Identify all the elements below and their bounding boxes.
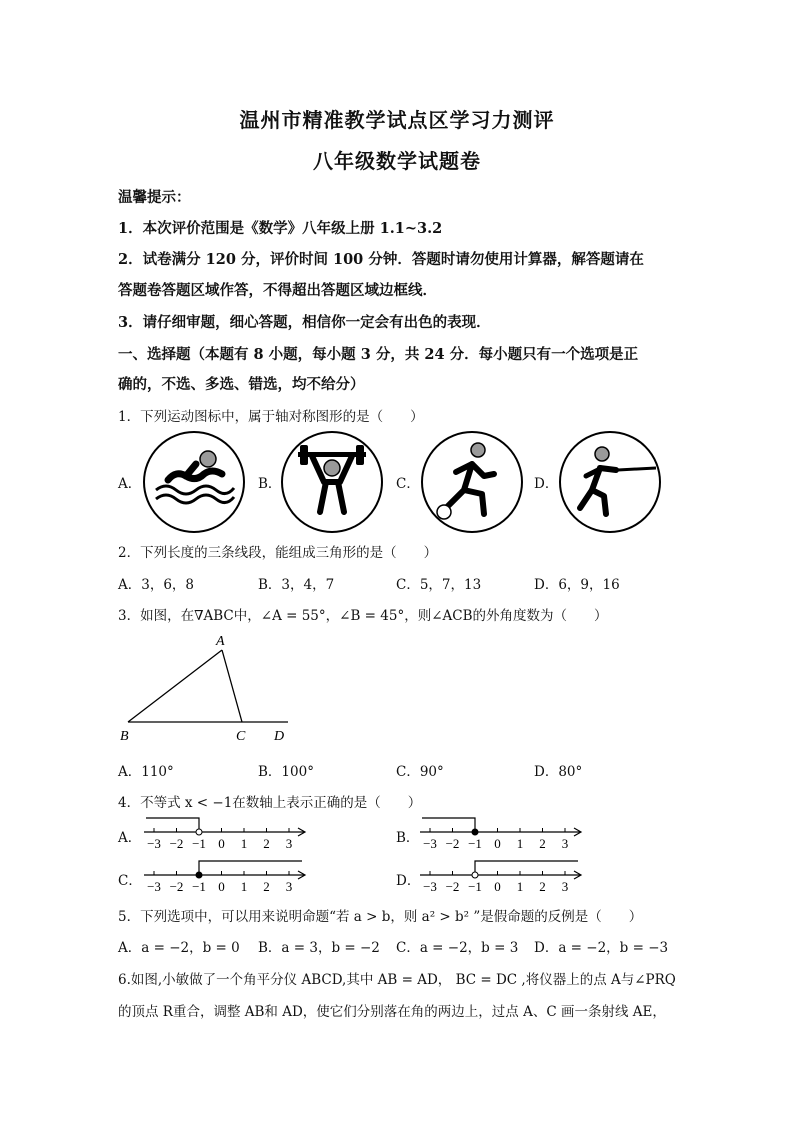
tick-label: −2 <box>445 879 460 894</box>
solution-ray <box>199 861 302 875</box>
closed-endpoint <box>196 872 202 878</box>
tick-label: −2 <box>169 879 184 894</box>
tip-1: 1．本次评价范围是《数学》八年级上册 1.1~3.2 <box>118 220 443 237</box>
tick-label: 0 <box>218 879 225 894</box>
q5-stem: 5．下列选项中，可以用来说明命题“若 a > b，则 a² > b² ”是假命题的反例是（ ） <box>118 909 643 925</box>
q4-stem: 4．不等式 x < −1在数轴上表示正确的是（ ） <box>118 795 422 811</box>
point-b-label: B <box>120 729 129 744</box>
tick-label: −2 <box>445 836 460 851</box>
running-icon <box>420 430 524 534</box>
q1-label-c: C． <box>396 476 420 492</box>
tick-label: −1 <box>468 836 482 851</box>
tick-label: 3 <box>561 836 569 851</box>
solution-ray <box>475 861 578 875</box>
q2-option-a: A．3，6，8 <box>118 577 195 593</box>
q6-line2: 的顶点 R重合，调整 AB和 AD，使它们分别落在角的两边上，过点 A、C 画一条射线 AE， <box>118 1004 666 1020</box>
q3-stem: 3．如图，在∇ABC中，∠A = 55°，∠B = 45°，则∠ACB的外角度数为（ ） <box>118 608 608 624</box>
number-line-b <box>416 812 586 856</box>
exam-title: 温州市精准教学试点区学习力测评 <box>239 108 555 132</box>
swimming-icon <box>142 430 246 534</box>
q5-option-b: B．a = 3，b = −2 <box>258 940 380 956</box>
side-ab <box>128 650 222 722</box>
tick-label: −3 <box>423 836 437 851</box>
q6-line1: 6.如图,小敏做了一个角平分仪 ABCD,其中 AB = AD， BC = DC ,将仪器上的点 A与∠PRQ <box>118 972 676 988</box>
tick-label: −3 <box>147 879 161 894</box>
tips-heading: 温馨提示： <box>118 189 191 206</box>
q2-stem: 2．下列长度的三条线段，能组成三角形的是（ ） <box>118 545 438 561</box>
q1-stem: 1．下列运动图标中，属于轴对称图形的是（ ） <box>118 409 424 425</box>
tick-label: 2 <box>263 879 270 894</box>
q3-option-d: D．80° <box>534 764 583 780</box>
q3-option-c: C．90° <box>396 764 444 780</box>
closed-endpoint <box>472 829 478 835</box>
q5-option-d: D．a = −2，b = −3 <box>534 940 669 956</box>
tip-3: 3．请仔细审题，细心答题，相信你一定会有出色的表现． <box>118 314 491 331</box>
tick-label: 2 <box>263 836 270 851</box>
tick-label: 0 <box>494 879 501 894</box>
tick-label: 2 <box>539 879 546 894</box>
q5-option-a: A．a = −2，b = 0 <box>118 940 240 956</box>
q2-option-b: B．3，4，7 <box>258 577 335 593</box>
tick-label: 1 <box>240 836 248 851</box>
q2-option-c: C．5，7，13 <box>396 577 482 593</box>
q3-option-b: B．100° <box>258 764 314 780</box>
tip-2a: 2．试卷满分 120 分，评价时间 100 分钟．答题时请勿使用计算器，解答题请在 <box>118 251 644 268</box>
tick-label: 3 <box>285 879 293 894</box>
open-endpoint <box>472 872 478 878</box>
tip-2b: 答题卷答题区域作答，不得超出答题区域边框线． <box>118 282 437 299</box>
tick-label: 1 <box>516 836 524 851</box>
fencing-icon <box>558 430 662 534</box>
tick-label: 1 <box>240 879 248 894</box>
q4-label-d: D． <box>396 873 421 889</box>
q2-option-d: D．6，9，16 <box>534 577 620 593</box>
tick-label: −3 <box>147 836 161 851</box>
point-a-label: A <box>216 634 225 649</box>
tick-label: −1 <box>192 836 206 851</box>
tick-label: 3 <box>561 879 569 894</box>
tick-label: 2 <box>539 836 546 851</box>
number-line-a <box>140 812 310 856</box>
q1-label-d: D． <box>534 476 559 492</box>
tick-label: 0 <box>218 836 225 851</box>
tick-label: −3 <box>423 879 437 894</box>
tick-label: −1 <box>468 879 482 894</box>
q1-label-b: B． <box>258 476 282 492</box>
tick-label: 0 <box>494 836 501 851</box>
tick-label: −1 <box>192 879 206 894</box>
tick-label: 3 <box>285 836 293 851</box>
point-d-label: D <box>274 729 285 744</box>
q4-label-c: C． <box>118 873 142 889</box>
triangle-figure <box>112 632 302 744</box>
q1-label-a: A． <box>118 476 142 492</box>
section-heading-line2: 确的，不选、多选、错选，均不给分） <box>118 376 365 393</box>
q4-label-b: B． <box>396 830 420 846</box>
q5-option-c: C．a = −2，b = 3 <box>396 940 519 956</box>
tick-label: 1 <box>516 879 524 894</box>
q3-option-a: A．110° <box>118 764 174 780</box>
number-line-d <box>416 855 586 899</box>
weightlifting-icon <box>280 430 384 534</box>
side-ac <box>222 650 242 722</box>
tick-label: −2 <box>169 836 184 851</box>
section-heading-line1: 一、选择题（本题有 8 小题，每小题 3 分，共 24 分．每小题只有一个选项是正 <box>118 346 639 363</box>
exam-subtitle: 八年级数学试题卷 <box>313 149 481 173</box>
point-c-label: C <box>236 729 246 744</box>
q4-label-a: A． <box>118 830 142 846</box>
open-endpoint <box>196 829 202 835</box>
number-line-c <box>140 855 310 899</box>
